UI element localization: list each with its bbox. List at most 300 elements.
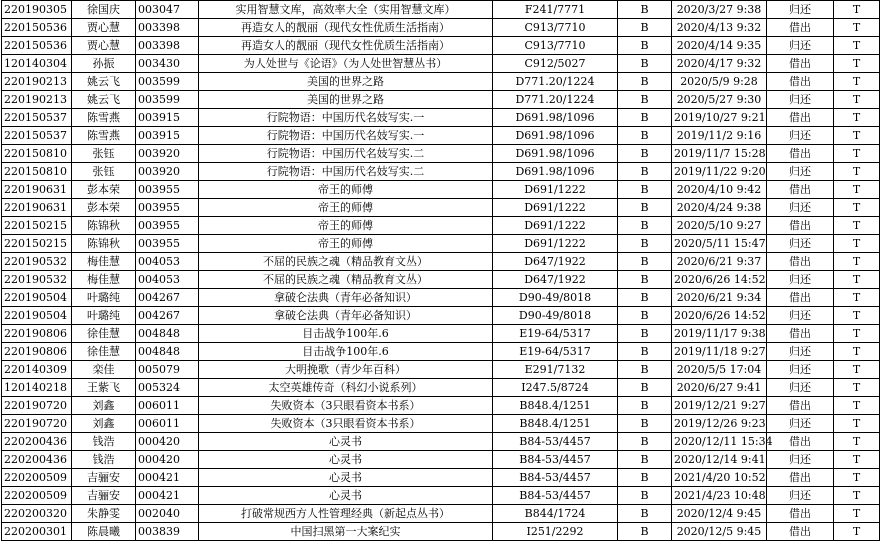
table-row (2, 163, 880, 181)
category-cell: B (618, 307, 672, 325)
flag-cell: T (834, 397, 880, 415)
student-id-cell: 220200436 (2, 433, 72, 451)
reader-name-cell: 彭本荣 (72, 181, 136, 199)
flag-cell: T (834, 307, 880, 325)
category-cell: B (618, 523, 672, 541)
flag-cell: T (834, 181, 880, 199)
table-row (2, 307, 880, 325)
table-row (2, 271, 880, 289)
category-cell: B (618, 325, 672, 343)
flag-cell: T (834, 199, 880, 217)
flag-cell: T (834, 1, 880, 19)
loan-record-table (1, 0, 880, 541)
student-id-cell: 220190806 (2, 343, 72, 361)
datetime-cell: 2019/11/17 9:38 (672, 325, 767, 343)
student-id-cell: 220190532 (2, 253, 72, 271)
flag-cell: T (834, 109, 880, 127)
book-id-cell: 005324 (136, 379, 199, 397)
reader-name-cell: 陈锦秋 (72, 235, 136, 253)
action-cell: 借出 (767, 325, 834, 343)
flag-cell: T (834, 469, 880, 487)
book-title-cell: 行院物语：中国历代名妓写实.二 (199, 163, 493, 181)
datetime-cell: 2020/5/27 9:30 (672, 91, 767, 109)
action-cell: 归还 (767, 37, 834, 55)
table-row (2, 55, 880, 73)
datetime-cell: 2019/12/21 9:27 (672, 397, 767, 415)
flag-cell: T (834, 325, 880, 343)
category-cell: B (618, 361, 672, 379)
reader-name-cell: 陈雪燕 (72, 127, 136, 145)
book-id-cell: 006011 (136, 397, 199, 415)
student-id-cell: 220150810 (2, 145, 72, 163)
action-cell: 借出 (767, 469, 834, 487)
book-id-cell: 004053 (136, 271, 199, 289)
category-cell: B (618, 343, 672, 361)
reader-name-cell: 刘鑫 (72, 397, 136, 415)
reader-name-cell: 叶璐纯 (72, 307, 136, 325)
datetime-cell: 2020/6/21 9:37 (672, 253, 767, 271)
table-row (2, 181, 880, 199)
book-id-cell: 003955 (136, 235, 199, 253)
flag-cell: T (834, 271, 880, 289)
datetime-cell: 2020/4/17 9:32 (672, 55, 767, 73)
category-cell: B (618, 271, 672, 289)
call-number-cell: B848.4/1251 (493, 397, 618, 415)
datetime-cell: 2021/4/23 10:48 (672, 487, 767, 505)
call-number-cell: D691.98/1096 (493, 145, 618, 163)
table-row (2, 397, 880, 415)
student-id-cell: 220200436 (2, 451, 72, 469)
datetime-cell: 2019/11/18 9:27 (672, 343, 767, 361)
call-number-cell: D691.98/1096 (493, 109, 618, 127)
flag-cell: T (834, 343, 880, 361)
reader-name-cell: 徐国庆 (72, 1, 136, 19)
action-cell: 归还 (767, 307, 834, 325)
student-id-cell: 220150215 (2, 217, 72, 235)
student-id-cell: 220140309 (2, 361, 72, 379)
table-row (2, 1, 880, 19)
flag-cell: T (834, 145, 880, 163)
table-row (2, 487, 880, 505)
book-id-cell: 006011 (136, 415, 199, 433)
category-cell: B (618, 73, 672, 91)
datetime-cell: 2020/5/11 15:47 (672, 235, 767, 253)
table-row (2, 217, 880, 235)
category-cell: B (618, 199, 672, 217)
action-cell: 借出 (767, 55, 834, 73)
book-title-cell: 目击战争100年.6 (199, 325, 493, 343)
datetime-cell: 2020/4/13 9:32 (672, 19, 767, 37)
book-title-cell: 行院物语：中国历代名妓写实.一 (199, 109, 493, 127)
table-row (2, 415, 880, 433)
table-row (2, 469, 880, 487)
call-number-cell: B84-53/4457 (493, 451, 618, 469)
flag-cell: T (834, 37, 880, 55)
book-title-cell: 不屈的民族之魂（精品教育文丛） (199, 271, 493, 289)
call-number-cell: B848.4/1251 (493, 415, 618, 433)
book-title-cell: 心灵书 (199, 433, 493, 451)
action-cell: 归还 (767, 127, 834, 145)
datetime-cell: 2020/4/14 9:35 (672, 37, 767, 55)
book-title-cell: 行院物语：中国历代名妓写实.一 (199, 127, 493, 145)
table-row (2, 379, 880, 397)
category-cell: B (618, 415, 672, 433)
table-row (2, 361, 880, 379)
reader-name-cell: 姚云飞 (72, 91, 136, 109)
action-cell: 借出 (767, 181, 834, 199)
action-cell: 借出 (767, 505, 834, 523)
action-cell: 归还 (767, 271, 834, 289)
reader-name-cell: 刘鑫 (72, 415, 136, 433)
reader-name-cell: 陈雪燕 (72, 109, 136, 127)
book-title-cell: 再造女人的靓丽（现代女性优质生活指南） (199, 19, 493, 37)
datetime-cell: 2020/4/24 9:38 (672, 199, 767, 217)
reader-name-cell: 王紫飞 (72, 379, 136, 397)
book-id-cell: 003915 (136, 109, 199, 127)
flag-cell: T (834, 73, 880, 91)
category-cell: B (618, 19, 672, 37)
datetime-cell: 2020/5/10 9:27 (672, 217, 767, 235)
student-id-cell: 220190720 (2, 397, 72, 415)
book-title-cell: 为人处世与《论语》（为人处世智慧丛书） (199, 55, 493, 73)
reader-name-cell: 张钰 (72, 163, 136, 181)
book-id-cell: 003599 (136, 73, 199, 91)
datetime-cell: 2019/11/22 9:20 (672, 163, 767, 181)
book-id-cell: 003839 (136, 523, 199, 541)
reader-name-cell: 徐佳慧 (72, 325, 136, 343)
book-id-cell: 000420 (136, 451, 199, 469)
category-cell: B (618, 91, 672, 109)
action-cell: 借出 (767, 19, 834, 37)
action-cell: 借出 (767, 289, 834, 307)
student-id-cell: 220200301 (2, 523, 72, 541)
table-row (2, 343, 880, 361)
category-cell: B (618, 181, 672, 199)
datetime-cell: 2020/6/26 14:52 (672, 307, 767, 325)
datetime-cell: 2020/6/27 9:41 (672, 379, 767, 397)
student-id-cell: 220200509 (2, 469, 72, 487)
flag-cell: T (834, 217, 880, 235)
flag-cell: T (834, 19, 880, 37)
action-cell: 借出 (767, 523, 834, 541)
category-cell: B (618, 1, 672, 19)
datetime-cell: 2019/10/27 9:21 (672, 109, 767, 127)
action-cell: 归还 (767, 163, 834, 181)
reader-name-cell: 张钰 (72, 145, 136, 163)
book-title-cell: 帝王的师傅 (199, 217, 493, 235)
category-cell: B (618, 451, 672, 469)
book-id-cell: 003915 (136, 127, 199, 145)
category-cell: B (618, 505, 672, 523)
category-cell: B (618, 253, 672, 271)
reader-name-cell: 贾心慧 (72, 19, 136, 37)
student-id-cell: 220190213 (2, 91, 72, 109)
book-title-cell: 实用智慧文库，高效率大全（实用智慧文库） (199, 1, 493, 19)
reader-name-cell: 叶璐纯 (72, 289, 136, 307)
reader-name-cell: 孙振 (72, 55, 136, 73)
action-cell: 借出 (767, 109, 834, 127)
book-title-cell: 拿破仑法典（青年必备知识） (199, 307, 493, 325)
book-title-cell: 拿破仑法典（青年必备知识） (199, 289, 493, 307)
student-id-cell: 120140304 (2, 55, 72, 73)
book-title-cell: 帝王的师傅 (199, 235, 493, 253)
book-id-cell: 004848 (136, 343, 199, 361)
call-number-cell: B84-53/4457 (493, 469, 618, 487)
book-id-cell: 003920 (136, 163, 199, 181)
book-title-cell: 心灵书 (199, 451, 493, 469)
action-cell: 归还 (767, 379, 834, 397)
book-id-cell: 003955 (136, 181, 199, 199)
category-cell: B (618, 55, 672, 73)
book-id-cell: 004848 (136, 325, 199, 343)
category-cell: B (618, 433, 672, 451)
call-number-cell: F241/7771 (493, 1, 618, 19)
datetime-cell: 2019/11/2 9:16 (672, 127, 767, 145)
book-id-cell: 004267 (136, 307, 199, 325)
flag-cell: T (834, 127, 880, 145)
book-id-cell: 003599 (136, 91, 199, 109)
book-title-cell: 不屈的民族之魂（精品教育文丛） (199, 253, 493, 271)
student-id-cell: 220190806 (2, 325, 72, 343)
call-number-cell: E291/7132 (493, 361, 618, 379)
flag-cell: T (834, 235, 880, 253)
reader-name-cell: 彭本荣 (72, 199, 136, 217)
table-row (2, 145, 880, 163)
reader-name-cell: 陈晨曦 (72, 523, 136, 541)
call-number-cell: B844/1724 (493, 505, 618, 523)
flag-cell: T (834, 361, 880, 379)
reader-name-cell: 梅佳慧 (72, 271, 136, 289)
flag-cell: T (834, 289, 880, 307)
datetime-cell: 2020/6/26 14:52 (672, 271, 767, 289)
book-id-cell: 005079 (136, 361, 199, 379)
datetime-cell: 2021/4/20 10:52 (672, 469, 767, 487)
call-number-cell: D691/1222 (493, 181, 618, 199)
table-row (2, 127, 880, 145)
table-row (2, 73, 880, 91)
book-title-cell: 心灵书 (199, 487, 493, 505)
book-title-cell: 失败资本（3只眼看资本书系） (199, 415, 493, 433)
category-cell: B (618, 379, 672, 397)
call-number-cell: D691/1222 (493, 235, 618, 253)
student-id-cell: 220200320 (2, 505, 72, 523)
category-cell: B (618, 469, 672, 487)
flag-cell: T (834, 505, 880, 523)
table-row (2, 109, 880, 127)
action-cell: 借出 (767, 397, 834, 415)
flag-cell: T (834, 91, 880, 109)
call-number-cell: D771.20/1224 (493, 73, 618, 91)
reader-name-cell: 吉骊安 (72, 469, 136, 487)
table-row (2, 325, 880, 343)
category-cell: B (618, 217, 672, 235)
flag-cell: T (834, 433, 880, 451)
call-number-cell: D771.20/1224 (493, 91, 618, 109)
book-id-cell: 004053 (136, 253, 199, 271)
call-number-cell: I251/2292 (493, 523, 618, 541)
student-id-cell: 220150537 (2, 109, 72, 127)
table-row (2, 505, 880, 523)
table-row (2, 289, 880, 307)
call-number-cell: C913/7710 (493, 19, 618, 37)
reader-name-cell: 梅佳慧 (72, 253, 136, 271)
book-id-cell: 003398 (136, 19, 199, 37)
action-cell: 借出 (767, 433, 834, 451)
call-number-cell: D691/1222 (493, 199, 618, 217)
call-number-cell: I247.5/8724 (493, 379, 618, 397)
call-number-cell: E19-64/5317 (493, 343, 618, 361)
book-id-cell: 000421 (136, 487, 199, 505)
action-cell: 归还 (767, 451, 834, 469)
flag-cell: T (834, 523, 880, 541)
datetime-cell: 2020/12/5 9:45 (672, 523, 767, 541)
call-number-cell: D90-49/8018 (493, 289, 618, 307)
table-row (2, 433, 880, 451)
reader-name-cell: 徐佳慧 (72, 343, 136, 361)
book-id-cell: 002040 (136, 505, 199, 523)
student-id-cell: 220200509 (2, 487, 72, 505)
student-id-cell: 220190504 (2, 307, 72, 325)
book-title-cell: 大明挽歌（青少年百科） (199, 361, 493, 379)
category-cell: B (618, 487, 672, 505)
category-cell: B (618, 109, 672, 127)
book-title-cell: 失败资本（3只眼看资本书系） (199, 397, 493, 415)
call-number-cell: B84-53/4457 (493, 433, 618, 451)
book-title-cell: 中国扫黑第一大案纪实 (199, 523, 493, 541)
book-title-cell: 行院物语：中国历代名妓写实.二 (199, 145, 493, 163)
category-cell: B (618, 145, 672, 163)
action-cell: 借出 (767, 73, 834, 91)
book-id-cell: 000421 (136, 469, 199, 487)
table-row (2, 235, 880, 253)
datetime-cell: 2020/6/21 9:34 (672, 289, 767, 307)
call-number-cell: C912/5027 (493, 55, 618, 73)
book-id-cell: 003955 (136, 199, 199, 217)
reader-name-cell: 栾佳 (72, 361, 136, 379)
call-number-cell: D647/1922 (493, 271, 618, 289)
flag-cell: T (834, 487, 880, 505)
student-id-cell: 220190504 (2, 289, 72, 307)
call-number-cell: B84-53/4457 (493, 487, 618, 505)
datetime-cell: 2020/12/14 9:41 (672, 451, 767, 469)
student-id-cell: 220150810 (2, 163, 72, 181)
book-title-cell: 太空英雄传奇（科幻小说系列） (199, 379, 493, 397)
category-cell: B (618, 127, 672, 145)
book-id-cell: 004267 (136, 289, 199, 307)
student-id-cell: 220190720 (2, 415, 72, 433)
table-row (2, 19, 880, 37)
table-row (2, 91, 880, 109)
call-number-cell: E19-64/5317 (493, 325, 618, 343)
call-number-cell: D691.98/1096 (493, 163, 618, 181)
category-cell: B (618, 235, 672, 253)
student-id-cell: 220190305 (2, 1, 72, 19)
student-id-cell: 220150537 (2, 127, 72, 145)
action-cell: 归还 (767, 361, 834, 379)
table-body (2, 1, 880, 541)
student-id-cell: 120140218 (2, 379, 72, 397)
action-cell: 借出 (767, 253, 834, 271)
book-title-cell: 美国的世界之路 (199, 91, 493, 109)
book-title-cell: 再造女人的靓丽（现代女性优质生活指南） (199, 37, 493, 55)
datetime-cell: 2020/4/10 9:42 (672, 181, 767, 199)
book-title-cell: 帝王的师傅 (199, 181, 493, 199)
book-id-cell: 000420 (136, 433, 199, 451)
flag-cell: T (834, 379, 880, 397)
action-cell: 归还 (767, 487, 834, 505)
student-id-cell: 220190631 (2, 199, 72, 217)
datetime-cell: 2020/12/4 9:45 (672, 505, 767, 523)
call-number-cell: D691/1222 (493, 217, 618, 235)
flag-cell: T (834, 415, 880, 433)
table-row (2, 199, 880, 217)
book-id-cell: 003430 (136, 55, 199, 73)
action-cell: 归还 (767, 235, 834, 253)
reader-name-cell: 钱浩 (72, 451, 136, 469)
call-number-cell: D647/1922 (493, 253, 618, 271)
book-title-cell: 目击战争100年.6 (199, 343, 493, 361)
flag-cell: T (834, 253, 880, 271)
datetime-cell: 2019/12/26 9:23 (672, 415, 767, 433)
action-cell: 归还 (767, 343, 834, 361)
book-title-cell: 心灵书 (199, 469, 493, 487)
book-title-cell: 打破常规西方人性管理经典（新起点丛书） (199, 505, 493, 523)
action-cell: 借出 (767, 145, 834, 163)
call-number-cell: D691.98/1096 (493, 127, 618, 145)
table-row (2, 451, 880, 469)
action-cell: 归还 (767, 1, 834, 19)
action-cell: 归还 (767, 91, 834, 109)
table-row (2, 253, 880, 271)
reader-name-cell: 贾心慧 (72, 37, 136, 55)
call-number-cell: C913/7710 (493, 37, 618, 55)
student-id-cell: 220150536 (2, 19, 72, 37)
book-id-cell: 003955 (136, 217, 199, 235)
category-cell: B (618, 163, 672, 181)
reader-name-cell: 陈锦秋 (72, 217, 136, 235)
reader-name-cell: 朱静雯 (72, 505, 136, 523)
student-id-cell: 220150215 (2, 235, 72, 253)
book-title-cell: 帝王的师傅 (199, 199, 493, 217)
action-cell: 归还 (767, 199, 834, 217)
student-id-cell: 220190213 (2, 73, 72, 91)
flag-cell: T (834, 451, 880, 469)
category-cell: B (618, 397, 672, 415)
reader-name-cell: 钱浩 (72, 433, 136, 451)
book-id-cell: 003398 (136, 37, 199, 55)
datetime-cell: 2020/5/5 17:04 (672, 361, 767, 379)
book-title-cell: 美国的世界之路 (199, 73, 493, 91)
student-id-cell: 220190631 (2, 181, 72, 199)
datetime-cell: 2020/3/27 9:38 (672, 1, 767, 19)
action-cell: 归还 (767, 415, 834, 433)
table-row (2, 37, 880, 55)
flag-cell: T (834, 163, 880, 181)
student-id-cell: 220190532 (2, 271, 72, 289)
flag-cell: T (834, 55, 880, 73)
reader-name-cell: 姚云飞 (72, 73, 136, 91)
datetime-cell: 2019/11/7 15:28 (672, 145, 767, 163)
table-row (2, 523, 880, 541)
student-id-cell: 220150536 (2, 37, 72, 55)
book-id-cell: 003920 (136, 145, 199, 163)
action-cell: 借出 (767, 217, 834, 235)
book-id-cell: 003047 (136, 1, 199, 19)
call-number-cell: D90-49/8018 (493, 307, 618, 325)
category-cell: B (618, 289, 672, 307)
datetime-cell: 2020/5/9 9:28 (672, 73, 767, 91)
category-cell: B (618, 37, 672, 55)
